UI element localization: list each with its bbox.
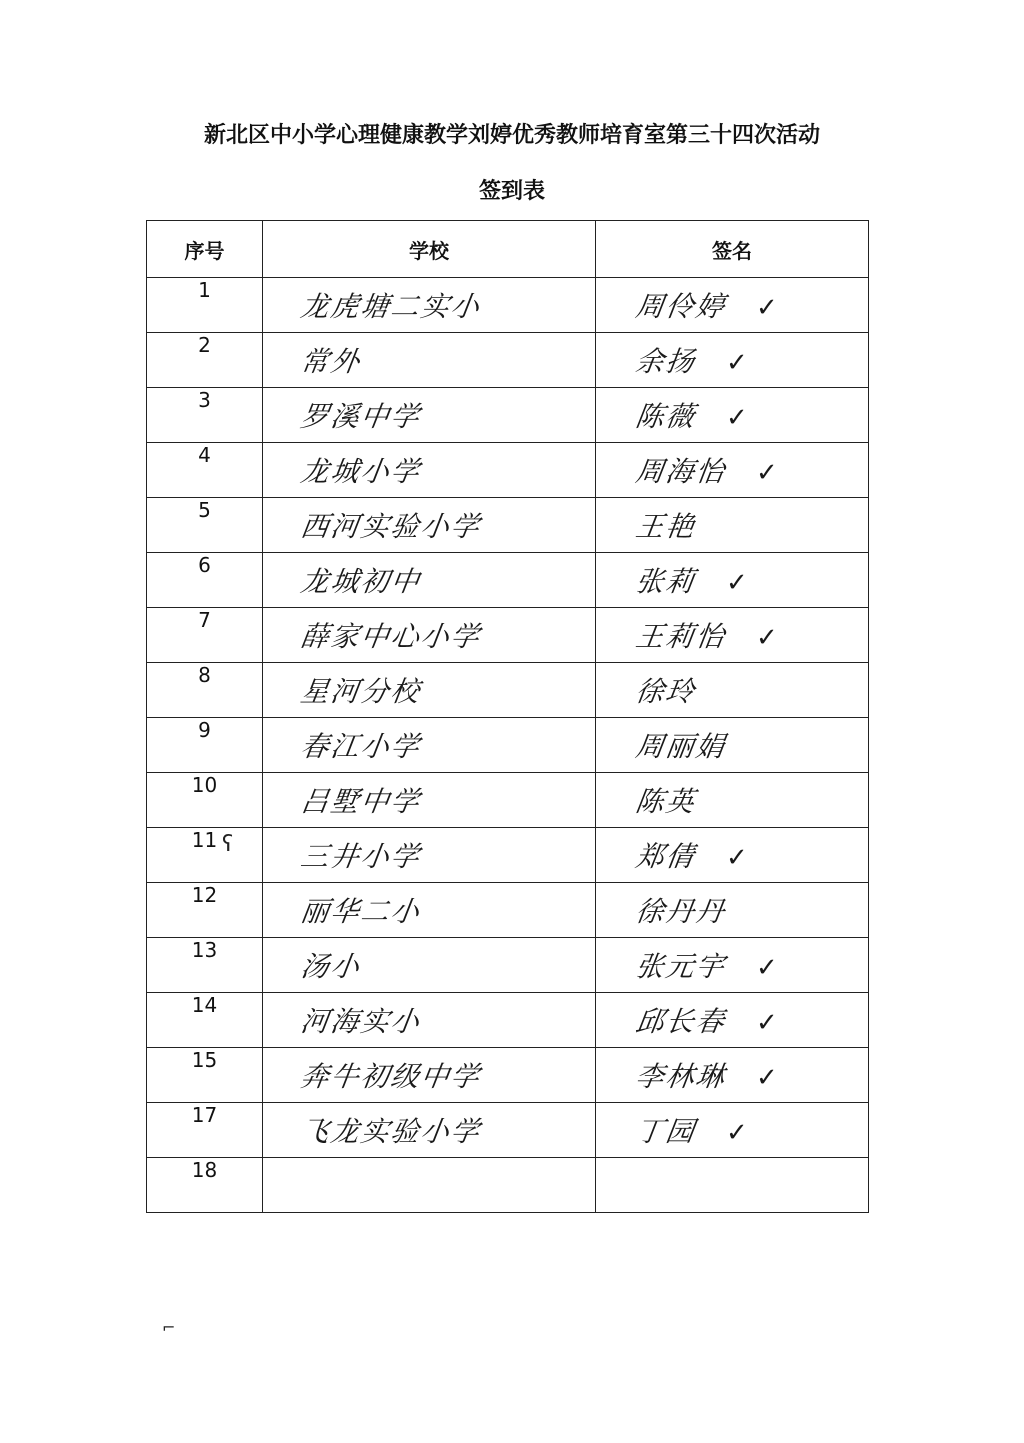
signature-cell: [596, 718, 869, 773]
signature-cell: [596, 663, 869, 718]
table-row: [147, 883, 869, 938]
school-handwriting: 薛家中心小学: [298, 620, 484, 653]
signature-cell: [596, 498, 869, 553]
column-header-school: 学校: [263, 221, 596, 278]
signature-cell: [596, 828, 869, 883]
signature-cell: [596, 1158, 869, 1213]
signature-cell: [596, 443, 869, 498]
signature-handwriting: 郑倩: [633, 840, 699, 873]
row-number: 10: [147, 773, 263, 828]
school-cell: [263, 773, 596, 828]
table-row: [147, 1103, 869, 1158]
school-cell: [263, 938, 596, 993]
table-row: [147, 1048, 869, 1103]
signature-handwriting: 周海怡: [633, 455, 729, 488]
page-subtitle: 签到表: [478, 179, 545, 204]
school-handwriting: 吕墅中学: [298, 785, 424, 818]
signature-cell: [596, 993, 869, 1048]
signature-handwriting: 王艳: [633, 510, 699, 543]
signature-cell: [596, 938, 869, 993]
school-cell: [263, 1048, 596, 1103]
row-number: 12: [147, 883, 263, 938]
signature-handwriting: 余扬: [633, 345, 699, 378]
table-row: [147, 553, 869, 608]
signature-cell: [596, 608, 869, 663]
school-cell: [263, 388, 596, 443]
school-cell: [263, 993, 596, 1048]
school-cell: [263, 608, 596, 663]
signature-handwriting: 李林琳: [633, 1060, 729, 1093]
school-cell: [263, 1158, 596, 1213]
school-handwriting: 奔牛初级中学: [298, 1060, 484, 1093]
row-number: 2: [147, 333, 263, 388]
row-number: 17: [147, 1103, 263, 1158]
signature-cell: [596, 1103, 869, 1158]
signature-handwriting: 丁园: [633, 1115, 699, 1148]
school-cell: [263, 333, 596, 388]
table-row: [147, 608, 869, 663]
sign-in-table: [146, 220, 869, 1213]
school-handwriting: 西河实验小学: [298, 510, 484, 543]
school-handwriting: 丽华二小: [298, 895, 424, 928]
table-row: [147, 1158, 869, 1213]
signature-cell: [596, 553, 869, 608]
row-number: 9: [147, 718, 263, 773]
row-number: 6: [147, 553, 263, 608]
table-row: [147, 773, 869, 828]
signature-handwriting: 陈英: [633, 785, 699, 818]
check-mark-icon: ✓: [756, 623, 780, 653]
school-handwriting: 常外: [298, 345, 364, 378]
page-title: 新北区中小学心理健康教学刘婷优秀教师培育室第三十四次活动: [203, 123, 820, 148]
school-handwriting: 河海实小: [298, 1005, 424, 1038]
row-number: 8: [147, 663, 263, 718]
column-header-signature: 签名: [596, 221, 869, 278]
check-mark-icon: ✓: [756, 293, 780, 323]
signature-handwriting: 徐玲: [633, 675, 699, 708]
check-mark-icon: ✓: [726, 403, 750, 433]
row-number: 13: [147, 938, 263, 993]
row-number: 4: [147, 443, 263, 498]
row-number: 5: [147, 498, 263, 553]
signature-cell: [596, 278, 869, 333]
check-mark-icon: ✓: [756, 458, 780, 488]
school-cell: [263, 498, 596, 553]
school-cell: [263, 663, 596, 718]
row-number: 18: [147, 1158, 263, 1213]
school-handwriting: 汤小: [298, 950, 364, 983]
check-mark-icon: ✓: [726, 568, 750, 598]
row-number: 15: [147, 1048, 263, 1103]
school-cell: [263, 828, 596, 883]
school-handwriting: 罗溪中学: [298, 400, 424, 433]
school-handwriting: 飞龙实验小学: [298, 1115, 484, 1148]
signature-cell: [596, 1048, 869, 1103]
row-number: 11: [147, 828, 263, 883]
signature-cell: [596, 883, 869, 938]
school-cell: [263, 718, 596, 773]
row-number: 1: [147, 278, 263, 333]
school-cell: [263, 553, 596, 608]
signature-handwriting: 张莉: [633, 565, 699, 598]
table-row: [147, 388, 869, 443]
row-number: 3: [147, 388, 263, 443]
school-handwriting: 三井小学: [298, 840, 424, 873]
school-cell: [263, 883, 596, 938]
signature-cell: [596, 333, 869, 388]
signature-handwriting: 陈薇: [633, 400, 699, 433]
signature-handwriting: 张元宇: [633, 950, 729, 983]
signature-handwriting: 王莉怡: [633, 620, 729, 653]
signature-handwriting: 邱长春: [633, 1005, 729, 1038]
school-handwriting: 龙城小学: [298, 455, 424, 488]
school-cell: [263, 278, 596, 333]
signature-handwriting: 徐丹丹: [633, 895, 729, 928]
signature-cell: [596, 773, 869, 828]
signature-handwriting: 周丽娟: [633, 730, 729, 763]
column-header-number: 序号: [147, 221, 263, 278]
table-row: [147, 333, 869, 388]
check-mark-icon: ✓: [726, 1118, 750, 1148]
row-number: 7: [147, 608, 263, 663]
check-mark-icon: ✓: [726, 348, 750, 378]
check-mark-icon: ✓: [726, 843, 750, 873]
signature-cell: [596, 388, 869, 443]
table-row: [147, 718, 869, 773]
table-row: [147, 443, 869, 498]
school-cell: [263, 443, 596, 498]
table-header-row: [147, 221, 869, 278]
stray-pen-mark: ⌐: [162, 1318, 176, 1337]
table-row: [147, 828, 869, 883]
table-row: [147, 938, 869, 993]
check-mark-icon: ✓: [756, 953, 780, 983]
table-body: [147, 278, 869, 1213]
signature-handwriting: 周伶婷: [633, 290, 729, 323]
school-handwriting: 春江小学: [298, 730, 424, 763]
check-mark-icon: ✓: [756, 1008, 780, 1038]
school-handwriting: 星河分校: [298, 675, 424, 708]
school-cell: [263, 1103, 596, 1158]
school-handwriting: 龙虎塘二实小: [298, 290, 484, 323]
school-handwriting: 龙城初中: [298, 565, 424, 598]
check-mark-icon: ✓: [756, 1063, 780, 1093]
table-row: [147, 663, 869, 718]
table-row: [147, 498, 869, 553]
row-number: 14: [147, 993, 263, 1048]
stray-pen-mark: ʕ: [222, 832, 234, 857]
table-row: [147, 278, 869, 333]
table-row: [147, 993, 869, 1048]
